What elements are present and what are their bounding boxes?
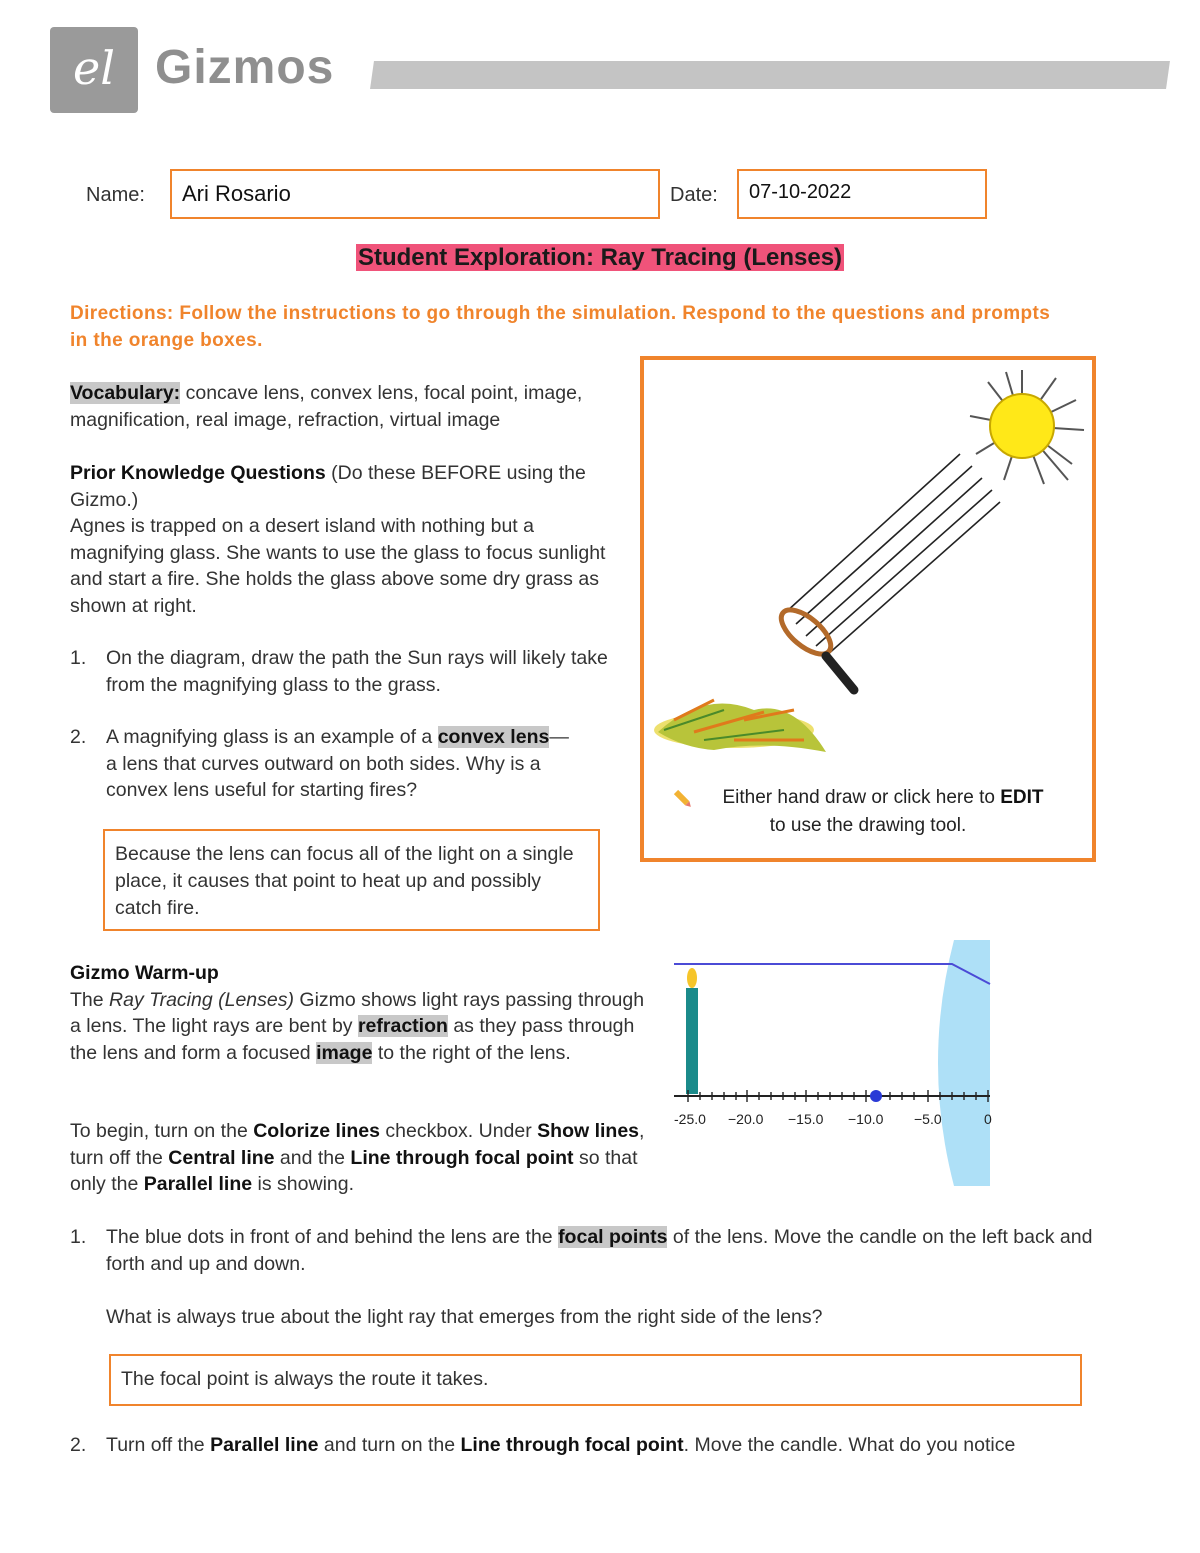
gizmo-screenshot <box>672 940 990 1186</box>
brand-name: Gizmos <box>155 41 335 94</box>
warmup-question-2: 2. Turn off the Parallel line and turn on the Line through focal point. Move the candle. What do you notice <box>70 1434 1016 1456</box>
prior-question-1: 1. On the diagram, draw the path the Sun rays will likely take from the magnifying glass to the grass. <box>70 647 608 696</box>
svg-text:−10.0: −10.0 <box>848 1111 884 1127</box>
drawing-note: Either hand draw or click here to EDIT to use the drawing tool. <box>722 787 1044 836</box>
svg-text:−15.0: −15.0 <box>788 1111 824 1127</box>
svg-text:-25.0: -25.0 <box>674 1111 706 1127</box>
prior-answer-2[interactable]: Because the lens can focus all of the light on a single place, it causes that point to heat up and possibly catch fire. <box>103 829 600 931</box>
svg-text:0: 0 <box>984 1111 992 1127</box>
focal-point-dot <box>870 1090 882 1102</box>
date-field[interactable]: 07-10-2022 <box>737 169 987 219</box>
sun-icon <box>970 370 1084 484</box>
name-label: Name: <box>86 184 145 206</box>
warmup-instructions: To begin, turn on the Colorize lines checkbox. Under Show lines, turn off the Central line and the Line through focal point so that only the Parallel line is showing. <box>70 1120 645 1195</box>
grass-icon <box>654 700 826 752</box>
magnifying-glass-icon <box>774 602 854 690</box>
gizmos-logo: el <box>50 27 138 113</box>
warmup-section: Gizmo Warm-up The Ray Tracing (Lenses) Gizmo shows light rays passing through a lens. The light rays are bent by refraction as they pass through the lens and form a focused image to the right of the lens. <box>70 962 645 1064</box>
name-field[interactable]: Ari Rosario <box>170 169 660 219</box>
page-title: Student Exploration: Ray Tracing (Lenses) <box>357 244 843 271</box>
warmup-question-1: 1. The blue dots in front of and behind the lens are the focal points of the lens. Move the candle on the left back and forth and up and down. <box>70 1226 1093 1275</box>
prior-knowledge: Prior Knowledge Questions (Do these BEFORE using the Gizmo.) Agnes is trapped on a desert island with nothing but a magnifying glass. She wants to use the glass to focus sunlight and start a fire. She holds the glass above some dry grass as shown at right. <box>70 462 606 617</box>
warmup-question-1-prompt: What is always true about the light ray that emerges from the right side of the lens? <box>106 1306 823 1328</box>
lens-shape <box>938 940 990 1186</box>
prior-question-2: 2. A magnifying glass is an example of a convex lens—a lens that curves outward on both sides. Why is a convex lens useful for starting fires? <box>70 726 569 801</box>
header-bar <box>370 61 1170 89</box>
candle-icon <box>686 968 698 1094</box>
parallel-ray <box>674 964 990 984</box>
vocabulary: Vocabulary: concave lens, convex lens, focal point, image, magnification, real image, refraction, virtual image <box>70 382 583 431</box>
warmup-answer-1[interactable]: The focal point is always the route it takes. <box>109 1354 1082 1406</box>
date-label: Date: <box>670 184 718 206</box>
svg-text:−20.0: −20.0 <box>728 1111 764 1127</box>
svg-text:−5.0: −5.0 <box>914 1111 942 1127</box>
directions: Directions: Follow the instructions to go through the simulation. Respond to the questions and prompts in the orange boxes. <box>70 303 1051 351</box>
